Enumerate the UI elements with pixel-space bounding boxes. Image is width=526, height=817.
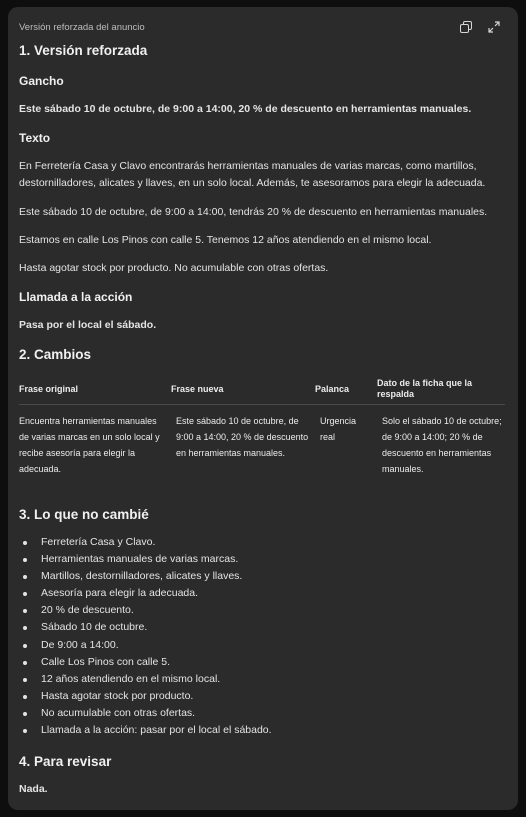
cta-text: Pasa por el local el sábado. <box>19 319 157 331</box>
section2-heading: 2. Cambios <box>19 347 92 362</box>
copy-icon[interactable] <box>459 20 473 34</box>
panel-actions <box>459 20 501 34</box>
column-header: Palanca <box>315 384 350 394</box>
announcement-panel <box>8 7 518 810</box>
list-item: 12 años atendiendo en el mismo local. <box>19 671 507 688</box>
table-cell-nueva: Este sábado 10 de octubre, de 9:00 a 14:00, 20 % de descuento en herramientas manuales. <box>176 416 309 458</box>
texto-paragraph-3: Estamos en calle Los Pinos con calle 5. Tenemos 12 años atendiendo en el mismo local. <box>19 234 432 246</box>
table-cell-palanca: Urgencia real <box>320 416 357 442</box>
changes-table <box>19 374 505 477</box>
unchanged-list <box>19 534 507 739</box>
list-item: Calle Los Pinos con calle 5. <box>19 654 507 671</box>
section4-heading: 4. Para revisar <box>19 754 112 769</box>
list-item: Hasta agotar stock por producto. <box>19 688 507 705</box>
texto-paragraph-4: Hasta agotar stock por producto. No acumulable con otras ofertas. <box>19 262 329 274</box>
table-cell-original: Encuentra herramientas manuales de varias marcas en un solo local y recibe asesoría para elegir la adecuada. <box>19 416 160 474</box>
table-row <box>19 405 505 477</box>
gancho-heading: Gancho <box>19 74 64 88</box>
list-item: Llamada a la acción: pasar por el local el sábado. <box>19 722 507 739</box>
list-item: Herramientas manuales de varias marcas. <box>19 551 507 568</box>
list-item: 20 % de descuento. <box>19 602 507 619</box>
texto-paragraph-1: En Ferretería Casa y Clavo encontrarás herramientas manuales de varias marcas, como martillos, destornilladores, alicates y llaves, en un solo local. Además, te asesoramos para elegir la adecuada. <box>19 160 486 189</box>
section1-heading: 1. Versión reforzada <box>19 43 148 58</box>
texto-paragraph-2: Este sábado 10 de octubre, de 9:00 a 14:00, tendrás 20 % de descuento en herramientas manuales. <box>19 206 488 218</box>
panel-title: Versión reforzada del anuncio <box>19 21 145 33</box>
texto-heading: Texto <box>19 131 51 145</box>
list-item: No acumulable con otras ofertas. <box>19 705 507 722</box>
list-item: Asesoría para elegir la adecuada. <box>19 585 507 602</box>
list-item: Martillos, destornilladores, alicates y llaves. <box>19 568 507 585</box>
list-item: Sábado 10 de octubre. <box>19 619 507 636</box>
column-header: Frase original <box>19 384 79 394</box>
cta-heading: Llamada a la acción <box>19 290 133 304</box>
table-cell-dato: Solo el sábado 10 de octubre; de 9:00 a 14:00; 20 % de descuento en herramientas manuales. <box>382 416 502 474</box>
list-item: De 9:00 a 14:00. <box>19 637 507 654</box>
column-header: Frase nueva <box>171 384 224 394</box>
gancho-text: Este sábado 10 de octubre, de 9:00 a 14:00, 20 % de descuento en herramientas manuales. <box>19 103 472 115</box>
column-header: Dato de la ficha que la respalda <box>377 378 473 399</box>
panel-header <box>19 18 507 36</box>
expand-icon[interactable] <box>487 20 501 34</box>
table-header <box>19 374 505 405</box>
review-text: Nada. <box>19 783 48 795</box>
section3-heading: 3. Lo que no cambié <box>19 507 149 522</box>
list-item: Ferretería Casa y Clavo. <box>19 534 507 551</box>
